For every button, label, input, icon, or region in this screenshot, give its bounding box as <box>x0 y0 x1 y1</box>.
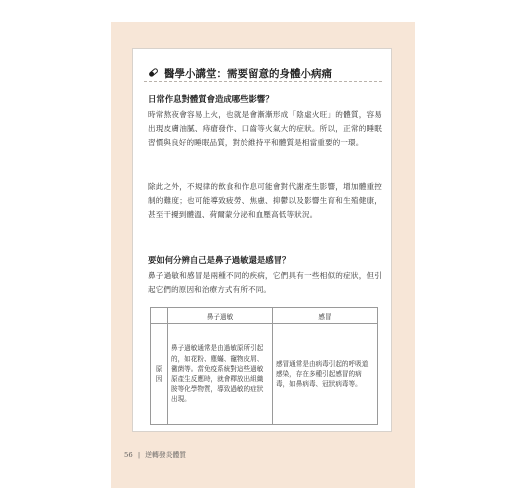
question-1: 日常作息對體質會造成哪些影響？ <box>148 94 274 104</box>
table-header-cold: 感冒 <box>273 308 378 324</box>
footer-divider: | <box>137 451 141 459</box>
table-row <box>151 324 378 425</box>
book-title: 逆轉發炎體質 <box>145 451 187 459</box>
table-corner-cell <box>151 308 168 324</box>
paragraph-1: 時常熬夜會容易上火，也就是會漸漸形成「陰虛火旺」的體質，容易出現皮膚油膩、痔瘡發作、口齒等火氣大的症狀。所以，正常的睡眠習慣與良好的睡眠品質，對於維持平和體質是相當重要的一環。 <box>148 110 382 148</box>
question-2: 要如何分辨自己是鼻子過敏還是感冒？ <box>148 255 291 265</box>
paragraph-2: 除此之外，不規律的飲食和作息可能會對代謝產生影響，增加體重控制的難度；也可能導致疲勞、焦慮、抑鬱以及影響生育和生殖健康，甚至干擾到體溫、荷爾蒙分泌和血壓高低等狀況。 <box>148 182 382 220</box>
section-title: 醫學小講堂：需要留意的身體小病痛 <box>164 68 332 80</box>
paragraph-3: 鼻子過敏和感冒是兩種不同的疾病，它們具有一些相似的症狀，但引起它們的原因和治療方式有所不同。 <box>148 271 382 295</box>
table-cell-allergy-cause: 鼻子過敏通常是由過敏原所引起的，如花粉、塵蟎、寵物皮屑、黴菌等。當免疫系統對這些過敏原產生反應時，就會釋放出組織胺等化學物質，導致過敏的症狀出現。 <box>168 324 273 425</box>
comparison-table <box>150 307 378 425</box>
section-header <box>148 66 332 81</box>
page-footer <box>124 449 186 459</box>
table-header-allergy: 鼻子過敏 <box>168 308 273 324</box>
table-cell-cold-cause: 感冒通常是由病毒引起的呼吸道感染，存在多種引起感冒的病毒，如鼻病毒、冠狀病毒等。 <box>273 324 378 425</box>
table-header-row <box>151 308 378 324</box>
pill-icon <box>148 67 159 81</box>
page-number: 56 <box>124 451 133 459</box>
table-row-label: 原因 <box>151 324 168 425</box>
header-divider <box>144 81 382 82</box>
